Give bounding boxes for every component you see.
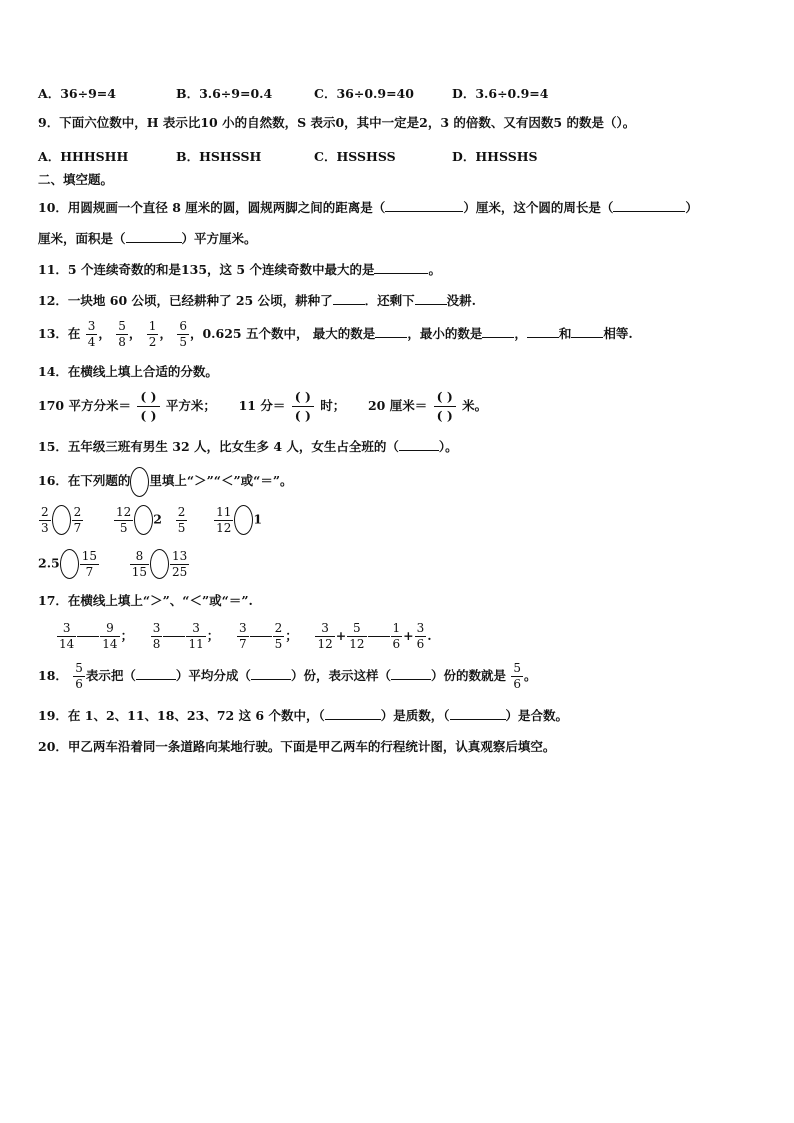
q19-blank-1[interactable] [325,707,381,720]
q13-fraction-2: $\frac{5}{8}$ [118,319,126,349]
q17-items [56,622,432,651]
q17-item4-p2: $\frac{5}{12}$ [349,621,365,651]
q16-oval-3[interactable] [234,505,253,535]
q13-blank-3[interactable] [527,325,559,338]
q17-item2-a: $\frac{3}{8}$ [152,621,161,651]
q15-text: 15．五年级三班有男生 32 人，比女生多 4 人，女生占全班的（ [38,439,399,454]
q18-number: 18． [38,668,68,683]
q17-item3-a: $\frac{3}{7}$ [238,621,247,651]
q13-fraction-3: $\frac{1}{2}$ [148,319,157,349]
q16-r1-left-3: $\frac{11}{12}$ [216,504,232,535]
q14-fraction-blank-3[interactable]: ( ) ( ) [434,390,456,423]
q16-r1-right-int: 2 [153,511,162,527]
q18-text-d: ）份的数就是 [430,668,506,683]
q14-text-b: 平方米； [165,398,216,413]
q14-fraction-blank-2[interactable]: ( ) ( ) [292,390,314,423]
q16-oval-2[interactable] [134,505,153,535]
q15-end: ）。 [438,439,458,454]
q16-oval-sample [130,467,149,497]
q13-text-d: ， [514,326,527,341]
q17-semicolon: ； [120,628,134,643]
q15 [38,438,458,455]
q16-r1-right-3: 1 [253,511,263,527]
q9-option-a: A．HHHSHH [38,149,129,164]
q18-blank-1[interactable] [136,667,176,680]
q18-end: 。 [523,668,537,683]
q17-item3-b: $\frac{2}{5}$ [274,621,283,651]
q10-line1 [38,199,698,216]
q13-text-f: 相等. [603,326,633,341]
q11-text: 11．5 个连续奇数的和是135，这 5 个连续奇数中最大的是 [38,262,375,277]
q17-semicolon: ； [206,628,220,643]
q10-blank-1[interactable] [385,199,463,212]
q13-fraction-1: $\frac{3}{4}$ [87,319,96,349]
q17-item2-b: $\frac{3}{11}$ [188,621,204,651]
q8-option-b: B．3.6÷9=0.4 [176,86,273,101]
q17-item1-a: $\frac{3}{14}$ [59,621,75,651]
q16-text-b: 里填上“＞”“＜”或“＝”。 [149,473,293,488]
q14-title: 14．在横线上填上合适的分数。 [38,364,218,379]
q14-text-c: 11 分＝ [238,398,286,413]
q10-text-a: 10．用圆规画一个直径 8 厘米的圆，圆规两脚之间的距离是（ [38,200,386,215]
q18-fraction-2: $\frac{5}{6}$ [513,661,521,691]
q12-text-a: 12．一块地 60 公顷，已经耕种了 25 公顷，耕种了 [38,293,333,308]
q17-item4-p4: $\frac{3}{6}$ [416,621,425,651]
q16-r1-left-2: $\frac{12}{5}$ [116,504,132,535]
q19-text-c: ）是合数。 [505,708,569,723]
q13-sep: ， [98,326,111,341]
q14-text-f: 米。 [462,398,488,413]
q20-text: 20．甲乙两车沿着同一条道路向某地行驶。下面是甲乙两车的行程统计图，认真观察后填空。 [38,739,556,754]
q12 [38,292,476,309]
q19-blank-2[interactable] [450,707,506,720]
q10-blank-2[interactable] [613,199,685,212]
q13-text-b: ，0.625 五个数中， 最大的数是 [189,326,376,341]
q14-text-d: 时； [320,398,346,413]
q11 [38,261,441,278]
q14-fraction-blank-1[interactable]: ( ) ( ) [137,390,159,423]
q13-fraction-4: $\frac{6}{5}$ [179,319,187,349]
q18-blank-3[interactable] [391,667,431,680]
q10-text-b: ）厘米，这个圆的周长是（ [463,200,614,215]
q16-r2-left-2: $\frac{8}{15}$ [131,548,148,579]
q16-r2-right-2: $\frac{13}{25}$ [172,548,188,579]
q16-oval-1[interactable] [52,505,71,535]
q9-option-d: D．HHSSHS [452,149,538,164]
q18-text-b: ）平均分成（ [175,668,251,683]
q13 [38,320,633,349]
q16-title [38,466,293,497]
q16-r1-right-2: $\frac{2}{5}$ [177,504,186,535]
q19-text-a: 19．在 1、2、11、18、23、72 这 6 个数中，（ [38,708,325,723]
q10-text-c: ） [685,200,698,215]
q16-r2-right-1: $\frac{15}{7}$ [81,548,98,579]
q12-text-b: ．还剩下 [364,293,415,308]
q10-text-d: 厘米，面积是（ [38,231,126,246]
q13-blank-4[interactable] [571,325,603,338]
q17-blank-3[interactable] [250,636,272,637]
q13-blank-2[interactable] [482,325,514,338]
q17-plus-1: + [335,628,347,643]
q17-blank-1[interactable] [77,636,99,637]
q12-text-c: 没耕. [446,293,476,308]
q17-blank-2[interactable] [163,636,185,637]
q17-blank-4[interactable] [368,636,390,637]
q11-blank[interactable] [374,261,428,274]
q8-option-d: D．3.6÷0.9=4 [452,86,549,101]
q17-item4-p3: $\frac{1}{6}$ [392,621,401,651]
q16-row1 [38,505,262,535]
q13-sep: ， [128,326,142,341]
q16-r1-right-1: $\frac{2}{7}$ [73,504,82,535]
q14-text-e: 20 厘米＝ [367,398,428,413]
q17-title: 17．在横线上填上“＞”、“＜”或“＝”. [38,593,253,608]
q16-oval-5[interactable] [150,549,169,579]
q8-option-c: C．36÷0.9=40 [314,86,414,101]
q17-item4-p1: $\frac{3}{12}$ [317,621,333,651]
q13-blank-1[interactable] [375,325,407,338]
q11-end: 。 [428,262,441,277]
q18-blank-2[interactable] [251,667,291,680]
q15-blank[interactable] [399,438,439,451]
q19 [38,707,568,724]
q12-blank-2[interactable] [415,292,447,305]
q9-text: 9．下面六位数中，H 表示比10 小的自然数，S 表示0，其中一定是2，3 的倍数、又有因数5 的数是（）。 [38,115,636,130]
q14-blanks [38,390,487,423]
q18-text-c: ）份，表示这样（ [290,668,391,683]
q16-r1-left-1: $\frac{2}{3}$ [41,504,49,535]
q18 [38,662,536,691]
q16-r2-left-1: 2.5 [38,555,60,571]
q13-text-e: 和 [558,326,572,341]
q17-end: . [427,628,432,643]
q9-option-c: C．HSSHSS [314,149,396,164]
q17-item1-b: $\frac{9}{14}$ [102,621,118,651]
q10-text-e: ）平方厘米。 [181,231,257,246]
q12-blank-1[interactable] [333,292,365,305]
q13-text-a: 13．在 [38,326,81,341]
q16-text-a: 16．在下列题的 [38,473,131,488]
q10-line2 [38,230,257,247]
section-heading: 二、填空题。 [38,172,114,187]
q13-text-c: ，最小的数是 [407,326,483,341]
q8-option-a: A．36÷9=4 [38,86,116,101]
q17-semicolon: ； [285,628,298,643]
q16-row2 [38,549,190,579]
q14-text-a: 170 平方分米＝ [38,398,131,413]
q16-oval-4[interactable] [60,549,79,579]
q18-fraction: $\frac{5}{6}$ [75,661,83,691]
q9-option-b: B．HSHSSH [176,149,262,164]
q13-sep: ， [159,326,172,341]
q18-text-a: 表示把（ [85,668,136,683]
q19-text-b: ）是质数，（ [380,708,450,723]
q10-blank-3[interactable] [126,230,182,243]
q17-plus-2: + [403,628,414,643]
